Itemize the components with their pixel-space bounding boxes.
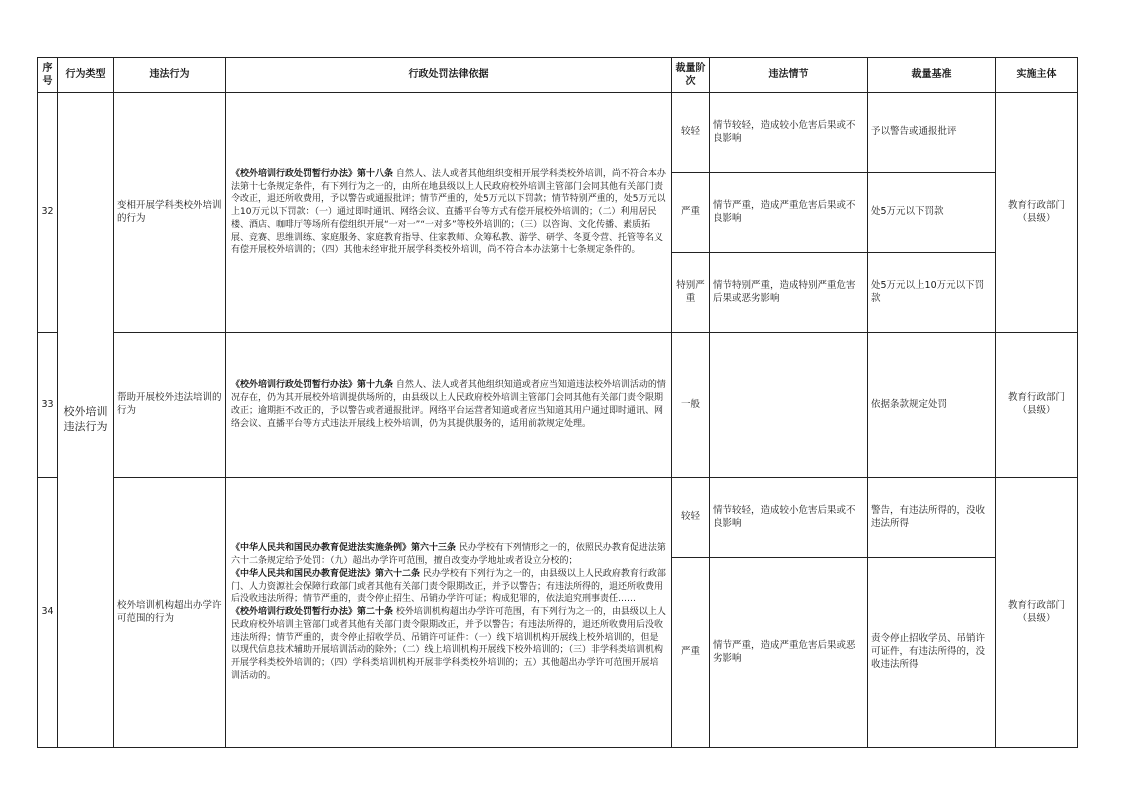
standard-cell: 警告，有违法所得的，没收违法所得 [868,478,996,558]
legal-basis-cell [226,93,672,333]
level-cell: 较轻 [672,478,710,558]
table-row [38,478,1078,558]
law-title: 《中华人民共和国民办教育促进法》第六十二条 [231,568,421,579]
row-number: 34 [38,478,58,748]
circumstance-cell: 情节较轻，造成较小危害后果或不良影响 [710,478,868,558]
standard-cell: 责令停止招收学员、吊销许可证件，有违法所得的，没收违法所得 [868,558,996,748]
circumstance-cell: 情节较轻，造成较小危害后果或不良影响 [710,93,868,173]
circumstance-cell: 情节严重，造成严重危害后果或不良影响 [710,173,868,253]
header-type: 行为类型 [58,58,114,93]
header-no: 序号 [38,58,58,93]
level-cell: 严重 [672,558,710,748]
header-circumstance: 违法情节 [710,58,868,93]
law-title: 《校外培训行政处罚暂行办法》第二十条 [231,607,394,618]
standard-cell: 予以警告或通报批评 [868,93,996,173]
law-text: 校外培训机构超出办学许可范围，有下列行为之一的，由县级以上人民政府校外培训主管部门或者其他有关部门责令限期改正，并予以警告；有违法所得的，退还所收费用后没收违法所得；情节严重的，责令停止招收学员、吊销许可证件：（一）线下培训机构开展线上校外培训的，但是以现代信息技术辅助开展培训活动的除外；（二）线上培训机构开展线下校外培训的；（三）非学科类培训机构开展学科类校外培训的；（四）学科类培训机构开展非学科类校外培训的；五）其他超出办学许可范围开展培训活动的。 [231,607,666,681]
law-title: 《校外培训行政处罚暂行办法》第十九条 [231,380,394,391]
standard-cell: 处5万元以上10万元以下罚款 [868,253,996,333]
legal-basis-cell [226,333,672,478]
law-title: 《中华人民共和国民办教育促进法实施条例》第六十三条 [231,543,457,554]
circumstance-cell [710,333,868,478]
table-row [38,93,1078,173]
header-standard: 裁量基准 [868,58,996,93]
law-text: 自然人、法人或者其他组织变相开展学科类校外培训，尚不符合本办法第十七条规定条件，有下列行为之一的，由所在地县级以上人民政府校外培训主管部门会同其他有关部门责令改正，退还所收费用，予以警告或通报批评；情节严重的，处5万元以下罚款；情节特别严重的，处5万元以上10万元以下罚款：（一）通过即时通讯、网络会议、直播平台等方式有偿开展校外培训的；（二）利用居民楼、酒店、咖啡厅等场所有偿组织开展“一对一”“一对多”等校外培训的；（三）以咨询、文化传播、素质拓展、竞赛、思维训练、家庭服务、家庭教育指导、住家教师、众筹私教、游学、研学、冬夏令营、托管等名义有偿开展校外培训的；（四）其他未经审批开展学科类校外培训，尚不符合本办法第十七条规定条件的。 [231,168,666,256]
header-level: 裁量阶次 [672,58,710,93]
header-row [38,58,1078,93]
header-violation: 违法行为 [114,58,226,93]
law-title: 《校外培训行政处罚暂行办法》第十八条 [231,168,394,179]
row-number: 33 [38,333,58,478]
level-cell: 较轻 [672,93,710,173]
standard-cell: 依据条款规定处罚 [868,333,996,478]
violation-cell: 校外培训机构超出办学许可范围的行为 [114,478,226,748]
penalty-table [37,57,1078,748]
level-cell: 特别严重 [672,253,710,333]
law-text: 自然人、法人或者其他组织知道或者应当知道违法校外培训活动的情况存在，仍为其开展校外培训提供场所的，由县级以上人民政府校外培训主管部门会同其他有关部门责令限期改正；逾期拒不改正的，予以警告或者通报批评。网络平台运营者知道或者应当知道其用户通过即时通讯、网络会议、直播平台等方式违法开展线上校外培训，仍为其提供服务的，适用前款规定处理。 [231,380,666,429]
circumstance-cell: 情节特别严重，造成特别严重危害后果或恶劣影响 [710,253,868,333]
level-cell: 严重 [672,173,710,253]
authority-cell: 教育行政部门（县级） [996,333,1078,478]
legal-basis-cell [226,478,672,748]
level-cell: 一般 [672,333,710,478]
authority-cell: 教育行政部门（县级） [996,478,1078,748]
circumstance-cell: 情节严重，造成严重危害后果或恶劣影响 [710,558,868,748]
category-cell: 校外培训违法行为 [58,93,114,748]
law-text: 民办学校有下列行为之一的，由县级以上人民政府教育行政部门、人力资源社会保障行政部门或者其他有关部门责令限期改正，并予以警告；有违法所得的，退还所收费用后没收违法所得；情节严重的，责令停止招生、吊销办学许可证；构成犯罪的，依法追究刑事责任…… [231,568,666,605]
violation-cell: 变相开展学科类校外培训的行为 [114,93,226,333]
header-basis: 行政处罚法律依据 [226,58,672,93]
header-authority: 实施主体 [996,58,1078,93]
law-text: 民办学校有下列情形之一的，依照民办教育促进法第六十二条规定给予处罚：（九）超出办学许可范围，擅自改变办学地址或者设立分校的； [231,543,666,567]
standard-cell: 处5万元以下罚款 [868,173,996,253]
violation-cell: 帮助开展校外违法培训的行为 [114,333,226,478]
row-number: 32 [38,93,58,333]
authority-cell: 教育行政部门（县级） [996,93,1078,333]
table-row [38,333,1078,478]
